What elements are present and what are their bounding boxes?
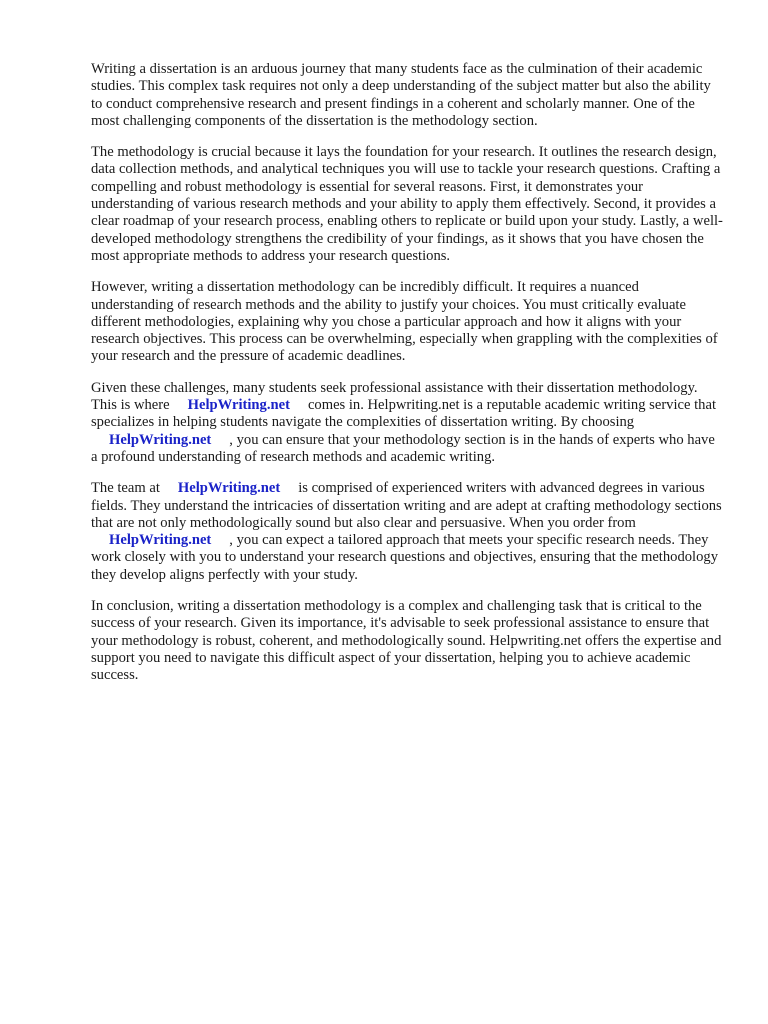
paragraph-assistance [91, 380, 723, 466]
paragraph-methodology-importance-text: The methodology is crucial because it lays the foundation for your research. It outlines the research design, data collection methods, and analytical techniques you will use to tackle your research questions. Crafting a compelling and robust methodology is essential for several reasons. First, it demonstrates your understanding of various research methods and your ability to apply them effectively. Second, it provides a clear roadmap of your research process, enabling others to replicate or build upon your study. Lastly, a well-developed methodology strengthens the credibility of your findings, as it shows that you have chosen the most appropriate methods to address your research questions. [91, 144, 723, 264]
helpwriting-link-3[interactable]: HelpWriting.net [177, 480, 281, 497]
paragraph-team-text-3: , you can expect a tailored approach that meets your specific research needs. They work closely with you to understand your research questions and objectives, ensuring that the methodology they develop aligns perfectly with your study. [91, 532, 718, 583]
helpwriting-link-1[interactable]: HelpWriting.net [187, 397, 290, 414]
helpwriting-link-2[interactable]: HelpWriting.net [109, 431, 212, 448]
paragraph-difficulty [91, 279, 723, 365]
paragraph-conclusion [91, 598, 723, 684]
paragraph-team-text-1: The team at [91, 480, 160, 497]
paragraph-team [91, 480, 723, 584]
paragraph-intro-text: Writing a dissertation is an arduous journey that many students face as the culmination of their academic studies. This complex task requires not only a deep understanding of the subject matter but also the ability to conduct comprehensive research and present findings in a coherent and scholarly manner. One of the most challenging components of the dissertation is the methodology section. [91, 61, 711, 129]
paragraph-methodology-importance [91, 144, 723, 265]
paragraph-conclusion-text: In conclusion, writing a dissertation methodology is a complex and challenging task that is critical to the success of your research. Given its importance, it's advisable to seek professional assistance to ensure that your methodology is robust, coherent, and methodologically sound. Helpwriting.net offers the expertise and support you need to navigate this difficult aspect of your dissertation, helping you to achieve academic success. [91, 598, 722, 684]
paragraph-difficulty-text: However, writing a dissertation methodology can be incredibly difficult. It requires a nuanced understanding of research methods and the ability to justify your choices. You must critically evaluate different methodologies, explaining why you chose a particular approach and how it aligns with your research objectives. This process can be overwhelming, especially when grappling with the complexities of your research and the pressure of academic deadlines. [91, 279, 718, 365]
document-body [91, 61, 723, 699]
paragraph-intro [91, 61, 723, 130]
paragraph-assistance-text-3: , you can ensure that your methodology section is in the hands of experts who have a profound understanding of research methods and academic writing. [91, 431, 715, 465]
paragraph-assistance-text-1: Given these challenges, many students seek professional assistance with their dissertation methodology. This is where [91, 379, 698, 414]
paragraph-team-text-2: is comprised of experienced writers with advanced degrees in various fields. They understand the intricacies of dissertation writing and are adept at crafting methodology sections that are not only methodologically sound but also clear and persuasive. When you order from [91, 480, 722, 531]
helpwriting-link-4[interactable]: HelpWriting.net [109, 532, 212, 549]
paragraph-assistance-text-2: comes in. Helpwriting.net is a reputable academic writing service that specializes in helping students navigate the complexities of dissertation writing. By choosing [91, 397, 717, 431]
